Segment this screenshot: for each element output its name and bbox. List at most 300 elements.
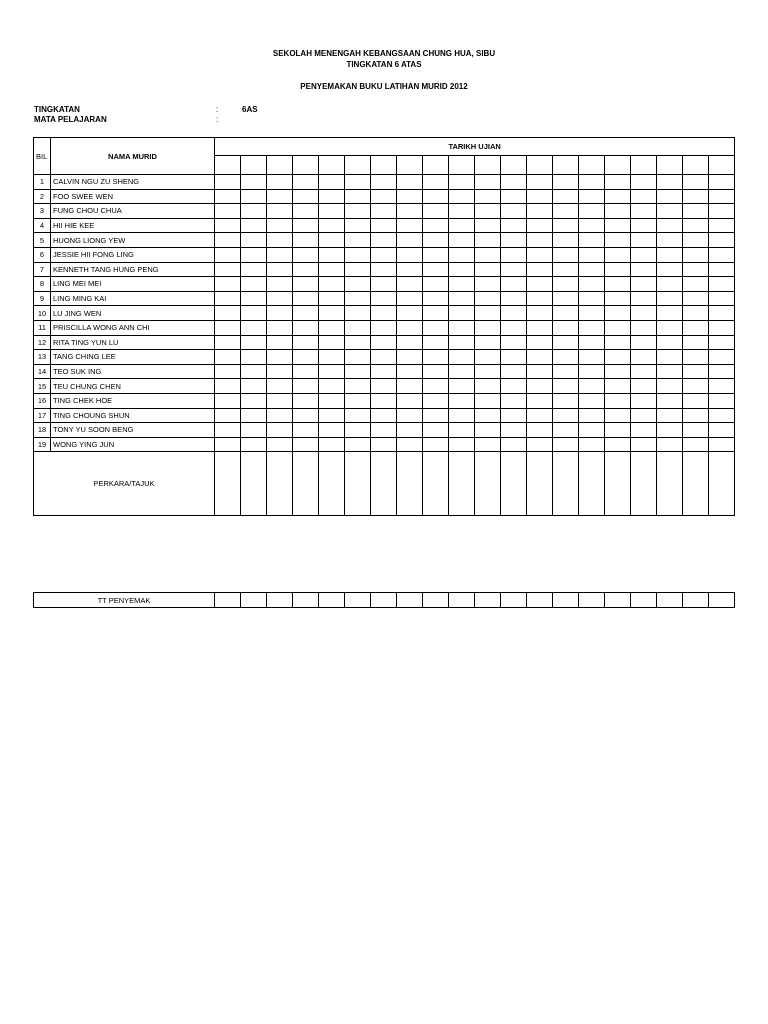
- check-cell[interactable]: [657, 423, 683, 438]
- check-cell[interactable]: [683, 247, 709, 262]
- check-cell[interactable]: [475, 320, 501, 335]
- check-cell[interactable]: [241, 437, 267, 452]
- check-cell[interactable]: [345, 189, 371, 204]
- check-cell[interactable]: [475, 379, 501, 394]
- check-cell[interactable]: [241, 320, 267, 335]
- check-cell[interactable]: [215, 364, 241, 379]
- check-cell[interactable]: [267, 204, 293, 219]
- check-cell[interactable]: [293, 247, 319, 262]
- check-cell[interactable]: [501, 437, 527, 452]
- check-cell[interactable]: [371, 189, 397, 204]
- date-slot-cell[interactable]: [423, 156, 449, 175]
- check-cell[interactable]: [579, 189, 605, 204]
- check-cell[interactable]: [293, 262, 319, 277]
- check-cell[interactable]: [345, 423, 371, 438]
- check-cell[interactable]: [527, 175, 553, 190]
- check-cell[interactable]: [241, 291, 267, 306]
- check-cell[interactable]: [605, 408, 631, 423]
- check-cell[interactable]: [605, 364, 631, 379]
- date-slot-cell[interactable]: [397, 156, 423, 175]
- check-cell[interactable]: [293, 189, 319, 204]
- check-cell[interactable]: [709, 247, 735, 262]
- check-cell[interactable]: [631, 335, 657, 350]
- check-cell[interactable]: [527, 233, 553, 248]
- check-cell[interactable]: [449, 320, 475, 335]
- topic-cell[interactable]: [605, 452, 631, 516]
- check-cell[interactable]: [345, 335, 371, 350]
- check-cell[interactable]: [709, 393, 735, 408]
- check-cell[interactable]: [553, 335, 579, 350]
- check-cell[interactable]: [605, 350, 631, 365]
- signature-cell[interactable]: [371, 593, 397, 608]
- date-slot-cell[interactable]: [241, 156, 267, 175]
- check-cell[interactable]: [371, 233, 397, 248]
- check-cell[interactable]: [683, 262, 709, 277]
- check-cell[interactable]: [501, 262, 527, 277]
- check-cell[interactable]: [423, 233, 449, 248]
- date-slot-cell[interactable]: [449, 156, 475, 175]
- check-cell[interactable]: [345, 393, 371, 408]
- check-cell[interactable]: [605, 262, 631, 277]
- check-cell[interactable]: [371, 218, 397, 233]
- check-cell[interactable]: [241, 218, 267, 233]
- check-cell[interactable]: [267, 437, 293, 452]
- topic-cell[interactable]: [501, 452, 527, 516]
- check-cell[interactable]: [423, 437, 449, 452]
- check-cell[interactable]: [631, 408, 657, 423]
- date-slot-cell[interactable]: [709, 156, 735, 175]
- check-cell[interactable]: [449, 277, 475, 292]
- topic-cell[interactable]: [241, 452, 267, 516]
- check-cell[interactable]: [397, 277, 423, 292]
- check-cell[interactable]: [553, 320, 579, 335]
- check-cell[interactable]: [319, 423, 345, 438]
- check-cell[interactable]: [397, 189, 423, 204]
- check-cell[interactable]: [657, 364, 683, 379]
- check-cell[interactable]: [449, 335, 475, 350]
- signature-cell[interactable]: [605, 593, 631, 608]
- topic-cell[interactable]: [345, 452, 371, 516]
- check-cell[interactable]: [371, 437, 397, 452]
- check-cell[interactable]: [501, 175, 527, 190]
- check-cell[interactable]: [371, 291, 397, 306]
- check-cell[interactable]: [501, 364, 527, 379]
- check-cell[interactable]: [371, 320, 397, 335]
- check-cell[interactable]: [319, 277, 345, 292]
- check-cell[interactable]: [553, 364, 579, 379]
- check-cell[interactable]: [579, 423, 605, 438]
- check-cell[interactable]: [215, 379, 241, 394]
- check-cell[interactable]: [501, 277, 527, 292]
- check-cell[interactable]: [605, 306, 631, 321]
- check-cell[interactable]: [605, 437, 631, 452]
- check-cell[interactable]: [423, 306, 449, 321]
- check-cell[interactable]: [527, 364, 553, 379]
- check-cell[interactable]: [423, 262, 449, 277]
- check-cell[interactable]: [397, 291, 423, 306]
- check-cell[interactable]: [657, 175, 683, 190]
- check-cell[interactable]: [267, 189, 293, 204]
- topic-cell[interactable]: [709, 452, 735, 516]
- check-cell[interactable]: [215, 437, 241, 452]
- check-cell[interactable]: [345, 233, 371, 248]
- check-cell[interactable]: [683, 364, 709, 379]
- check-cell[interactable]: [397, 175, 423, 190]
- check-cell[interactable]: [553, 350, 579, 365]
- check-cell[interactable]: [423, 218, 449, 233]
- check-cell[interactable]: [683, 408, 709, 423]
- check-cell[interactable]: [657, 379, 683, 394]
- signature-cell[interactable]: [527, 593, 553, 608]
- check-cell[interactable]: [215, 218, 241, 233]
- check-cell[interactable]: [423, 277, 449, 292]
- check-cell[interactable]: [397, 204, 423, 219]
- check-cell[interactable]: [371, 262, 397, 277]
- check-cell[interactable]: [371, 175, 397, 190]
- check-cell[interactable]: [293, 364, 319, 379]
- check-cell[interactable]: [319, 189, 345, 204]
- check-cell[interactable]: [267, 379, 293, 394]
- check-cell[interactable]: [345, 306, 371, 321]
- check-cell[interactable]: [657, 408, 683, 423]
- check-cell[interactable]: [501, 189, 527, 204]
- check-cell[interactable]: [475, 335, 501, 350]
- check-cell[interactable]: [319, 335, 345, 350]
- check-cell[interactable]: [423, 350, 449, 365]
- check-cell[interactable]: [319, 262, 345, 277]
- check-cell[interactable]: [215, 247, 241, 262]
- check-cell[interactable]: [267, 393, 293, 408]
- check-cell[interactable]: [267, 175, 293, 190]
- check-cell[interactable]: [631, 262, 657, 277]
- check-cell[interactable]: [371, 247, 397, 262]
- check-cell[interactable]: [267, 423, 293, 438]
- date-slot-cell[interactable]: [579, 156, 605, 175]
- check-cell[interactable]: [241, 364, 267, 379]
- check-cell[interactable]: [449, 408, 475, 423]
- check-cell[interactable]: [293, 423, 319, 438]
- date-slot-cell[interactable]: [319, 156, 345, 175]
- check-cell[interactable]: [605, 335, 631, 350]
- check-cell[interactable]: [553, 379, 579, 394]
- check-cell[interactable]: [683, 320, 709, 335]
- check-cell[interactable]: [501, 408, 527, 423]
- check-cell[interactable]: [605, 291, 631, 306]
- check-cell[interactable]: [683, 218, 709, 233]
- check-cell[interactable]: [449, 233, 475, 248]
- check-cell[interactable]: [657, 233, 683, 248]
- check-cell[interactable]: [579, 437, 605, 452]
- signature-cell[interactable]: [267, 593, 293, 608]
- check-cell[interactable]: [709, 204, 735, 219]
- check-cell[interactable]: [371, 350, 397, 365]
- signature-cell[interactable]: [319, 593, 345, 608]
- check-cell[interactable]: [683, 189, 709, 204]
- date-slot-cell[interactable]: [475, 156, 501, 175]
- check-cell[interactable]: [475, 364, 501, 379]
- signature-cell[interactable]: [579, 593, 605, 608]
- check-cell[interactable]: [371, 204, 397, 219]
- check-cell[interactable]: [709, 408, 735, 423]
- check-cell[interactable]: [215, 320, 241, 335]
- signature-cell[interactable]: [501, 593, 527, 608]
- check-cell[interactable]: [709, 320, 735, 335]
- check-cell[interactable]: [631, 175, 657, 190]
- check-cell[interactable]: [397, 437, 423, 452]
- check-cell[interactable]: [215, 189, 241, 204]
- check-cell[interactable]: [605, 277, 631, 292]
- check-cell[interactable]: [345, 408, 371, 423]
- check-cell[interactable]: [267, 306, 293, 321]
- check-cell[interactable]: [475, 291, 501, 306]
- signature-cell[interactable]: [397, 593, 423, 608]
- check-cell[interactable]: [423, 423, 449, 438]
- check-cell[interactable]: [683, 175, 709, 190]
- topic-cell[interactable]: [319, 452, 345, 516]
- check-cell[interactable]: [241, 262, 267, 277]
- check-cell[interactable]: [371, 379, 397, 394]
- topic-cell[interactable]: [371, 452, 397, 516]
- signature-cell[interactable]: [241, 593, 267, 608]
- topic-cell[interactable]: [631, 452, 657, 516]
- date-slot-cell[interactable]: [371, 156, 397, 175]
- check-cell[interactable]: [267, 408, 293, 423]
- check-cell[interactable]: [657, 335, 683, 350]
- check-cell[interactable]: [371, 423, 397, 438]
- check-cell[interactable]: [709, 175, 735, 190]
- check-cell[interactable]: [475, 277, 501, 292]
- check-cell[interactable]: [319, 306, 345, 321]
- check-cell[interactable]: [527, 204, 553, 219]
- check-cell[interactable]: [267, 335, 293, 350]
- check-cell[interactable]: [709, 218, 735, 233]
- check-cell[interactable]: [631, 277, 657, 292]
- check-cell[interactable]: [579, 204, 605, 219]
- check-cell[interactable]: [553, 277, 579, 292]
- check-cell[interactable]: [345, 204, 371, 219]
- check-cell[interactable]: [319, 379, 345, 394]
- check-cell[interactable]: [215, 393, 241, 408]
- check-cell[interactable]: [657, 247, 683, 262]
- check-cell[interactable]: [475, 408, 501, 423]
- check-cell[interactable]: [267, 364, 293, 379]
- check-cell[interactable]: [631, 306, 657, 321]
- date-slot-cell[interactable]: [683, 156, 709, 175]
- check-cell[interactable]: [241, 423, 267, 438]
- signature-cell[interactable]: [215, 593, 241, 608]
- check-cell[interactable]: [241, 175, 267, 190]
- check-cell[interactable]: [709, 423, 735, 438]
- check-cell[interactable]: [267, 218, 293, 233]
- check-cell[interactable]: [527, 335, 553, 350]
- check-cell[interactable]: [319, 291, 345, 306]
- check-cell[interactable]: [657, 262, 683, 277]
- check-cell[interactable]: [319, 437, 345, 452]
- check-cell[interactable]: [553, 306, 579, 321]
- check-cell[interactable]: [501, 204, 527, 219]
- check-cell[interactable]: [449, 437, 475, 452]
- check-cell[interactable]: [631, 364, 657, 379]
- check-cell[interactable]: [631, 233, 657, 248]
- check-cell[interactable]: [449, 218, 475, 233]
- check-cell[interactable]: [527, 189, 553, 204]
- check-cell[interactable]: [423, 189, 449, 204]
- check-cell[interactable]: [631, 350, 657, 365]
- check-cell[interactable]: [449, 247, 475, 262]
- check-cell[interactable]: [527, 306, 553, 321]
- check-cell[interactable]: [553, 204, 579, 219]
- check-cell[interactable]: [527, 291, 553, 306]
- topic-cell[interactable]: [293, 452, 319, 516]
- check-cell[interactable]: [579, 291, 605, 306]
- check-cell[interactable]: [215, 350, 241, 365]
- check-cell[interactable]: [397, 218, 423, 233]
- check-cell[interactable]: [501, 218, 527, 233]
- check-cell[interactable]: [631, 393, 657, 408]
- check-cell[interactable]: [709, 189, 735, 204]
- check-cell[interactable]: [397, 379, 423, 394]
- check-cell[interactable]: [241, 350, 267, 365]
- check-cell[interactable]: [657, 350, 683, 365]
- check-cell[interactable]: [215, 204, 241, 219]
- check-cell[interactable]: [683, 423, 709, 438]
- signature-cell[interactable]: [709, 593, 735, 608]
- check-cell[interactable]: [345, 175, 371, 190]
- check-cell[interactable]: [345, 262, 371, 277]
- check-cell[interactable]: [605, 379, 631, 394]
- check-cell[interactable]: [345, 350, 371, 365]
- check-cell[interactable]: [579, 175, 605, 190]
- check-cell[interactable]: [605, 175, 631, 190]
- check-cell[interactable]: [683, 204, 709, 219]
- check-cell[interactable]: [579, 262, 605, 277]
- check-cell[interactable]: [371, 306, 397, 321]
- check-cell[interactable]: [709, 364, 735, 379]
- check-cell[interactable]: [241, 408, 267, 423]
- check-cell[interactable]: [267, 320, 293, 335]
- check-cell[interactable]: [579, 364, 605, 379]
- check-cell[interactable]: [631, 189, 657, 204]
- signature-cell[interactable]: [475, 593, 501, 608]
- check-cell[interactable]: [215, 335, 241, 350]
- check-cell[interactable]: [579, 393, 605, 408]
- check-cell[interactable]: [267, 291, 293, 306]
- check-cell[interactable]: [293, 350, 319, 365]
- check-cell[interactable]: [345, 247, 371, 262]
- check-cell[interactable]: [475, 175, 501, 190]
- check-cell[interactable]: [423, 408, 449, 423]
- check-cell[interactable]: [553, 247, 579, 262]
- check-cell[interactable]: [423, 364, 449, 379]
- check-cell[interactable]: [553, 423, 579, 438]
- check-cell[interactable]: [293, 335, 319, 350]
- check-cell[interactable]: [267, 350, 293, 365]
- check-cell[interactable]: [215, 262, 241, 277]
- check-cell[interactable]: [579, 247, 605, 262]
- check-cell[interactable]: [527, 437, 553, 452]
- check-cell[interactable]: [631, 437, 657, 452]
- check-cell[interactable]: [657, 437, 683, 452]
- check-cell[interactable]: [579, 218, 605, 233]
- check-cell[interactable]: [579, 408, 605, 423]
- check-cell[interactable]: [319, 364, 345, 379]
- check-cell[interactable]: [319, 218, 345, 233]
- check-cell[interactable]: [605, 393, 631, 408]
- check-cell[interactable]: [397, 233, 423, 248]
- check-cell[interactable]: [553, 233, 579, 248]
- check-cell[interactable]: [631, 247, 657, 262]
- check-cell[interactable]: [501, 306, 527, 321]
- check-cell[interactable]: [683, 277, 709, 292]
- check-cell[interactable]: [423, 379, 449, 394]
- check-cell[interactable]: [527, 218, 553, 233]
- check-cell[interactable]: [657, 204, 683, 219]
- check-cell[interactable]: [527, 350, 553, 365]
- check-cell[interactable]: [475, 189, 501, 204]
- check-cell[interactable]: [709, 437, 735, 452]
- check-cell[interactable]: [553, 291, 579, 306]
- check-cell[interactable]: [423, 320, 449, 335]
- check-cell[interactable]: [423, 291, 449, 306]
- check-cell[interactable]: [293, 408, 319, 423]
- check-cell[interactable]: [319, 175, 345, 190]
- check-cell[interactable]: [449, 306, 475, 321]
- check-cell[interactable]: [657, 306, 683, 321]
- check-cell[interactable]: [501, 233, 527, 248]
- check-cell[interactable]: [683, 379, 709, 394]
- topic-cell[interactable]: [397, 452, 423, 516]
- check-cell[interactable]: [709, 277, 735, 292]
- check-cell[interactable]: [241, 379, 267, 394]
- topic-cell[interactable]: [449, 452, 475, 516]
- check-cell[interactable]: [293, 437, 319, 452]
- check-cell[interactable]: [293, 233, 319, 248]
- date-slot-cell[interactable]: [267, 156, 293, 175]
- check-cell[interactable]: [397, 423, 423, 438]
- topic-cell[interactable]: [657, 452, 683, 516]
- check-cell[interactable]: [657, 393, 683, 408]
- topic-cell[interactable]: [683, 452, 709, 516]
- check-cell[interactable]: [709, 350, 735, 365]
- check-cell[interactable]: [605, 218, 631, 233]
- signature-cell[interactable]: [345, 593, 371, 608]
- check-cell[interactable]: [397, 408, 423, 423]
- check-cell[interactable]: [345, 291, 371, 306]
- check-cell[interactable]: [267, 233, 293, 248]
- check-cell[interactable]: [241, 306, 267, 321]
- topic-cell[interactable]: [553, 452, 579, 516]
- check-cell[interactable]: [631, 423, 657, 438]
- topic-cell[interactable]: [215, 452, 241, 516]
- check-cell[interactable]: [475, 393, 501, 408]
- topic-cell[interactable]: [527, 452, 553, 516]
- check-cell[interactable]: [527, 262, 553, 277]
- check-cell[interactable]: [345, 218, 371, 233]
- check-cell[interactable]: [475, 233, 501, 248]
- signature-cell[interactable]: [553, 593, 579, 608]
- check-cell[interactable]: [449, 423, 475, 438]
- signature-cell[interactable]: [449, 593, 475, 608]
- check-cell[interactable]: [527, 247, 553, 262]
- check-cell[interactable]: [709, 306, 735, 321]
- check-cell[interactable]: [397, 262, 423, 277]
- check-cell[interactable]: [423, 175, 449, 190]
- check-cell[interactable]: [241, 189, 267, 204]
- check-cell[interactable]: [371, 393, 397, 408]
- check-cell[interactable]: [397, 393, 423, 408]
- check-cell[interactable]: [475, 262, 501, 277]
- date-slot-cell[interactable]: [215, 156, 241, 175]
